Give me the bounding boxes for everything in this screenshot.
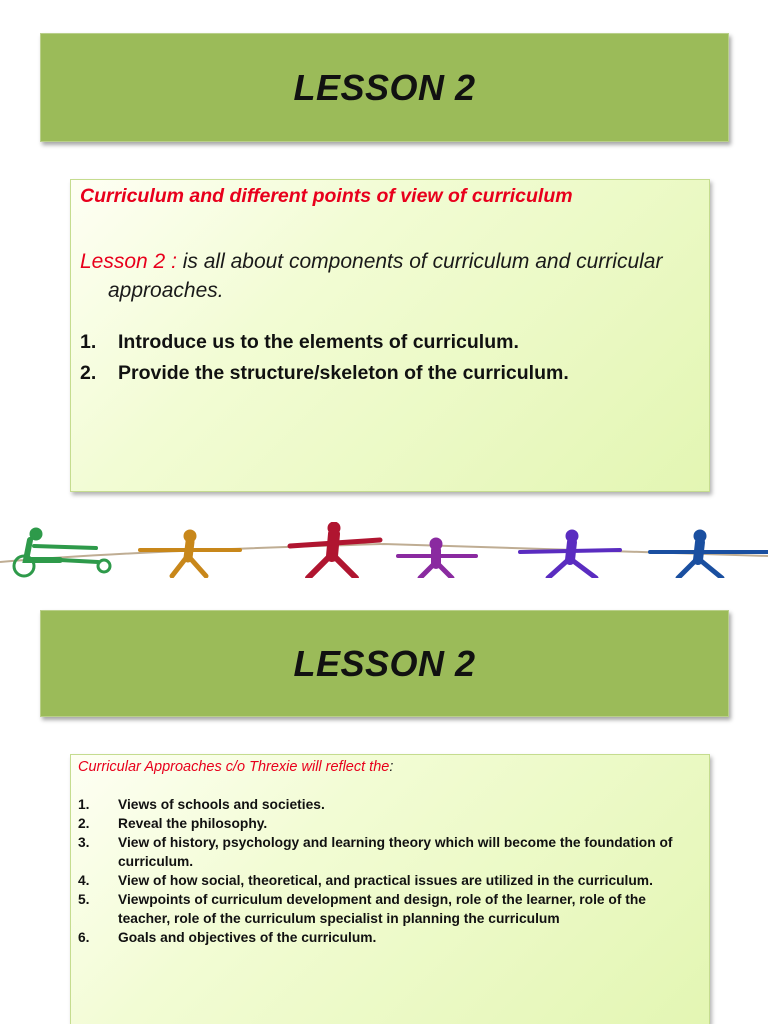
slide1-lesson-paragraph (80, 247, 699, 305)
figure-blue (650, 530, 768, 578)
list-item-number: 1. (78, 797, 90, 812)
list-item-text: Provide the structure/skeleton of the curriculum. (118, 362, 569, 384)
list-item-text: View of history, psychology and learning theory which will become the foundation of curriculum. (118, 835, 673, 869)
figure-red (290, 522, 380, 578)
list-item-number: 2. (80, 362, 97, 384)
slide2-title: LESSON 2 (293, 642, 476, 684)
list-item (78, 928, 699, 947)
slide1-lesson-label: Lesson 2 : (80, 250, 177, 273)
list-item-number: 1. (80, 331, 97, 353)
list-item-text: Viewpoints of curriculum development and design, role of the learner, role of the teacher, role of the curriculum specialist in planning the curriculum (118, 892, 646, 926)
slide1-lesson-desc: is all about components of curriculum and curricular approaches. (108, 250, 663, 302)
slide2-title-banner (40, 610, 729, 717)
list-item (80, 327, 699, 358)
list-item-text: Reveal the philosophy. (118, 816, 268, 831)
list-item-text: Views of schools and societies. (118, 797, 325, 812)
slide2-heading (78, 757, 699, 777)
slide2-heading-text: Curricular Approaches c/o Threxie will reflect the (78, 759, 390, 775)
list-item (78, 871, 699, 890)
slide2-list (78, 795, 699, 947)
list-item (78, 890, 699, 928)
slide1-list (80, 327, 699, 389)
slide1-title-banner (40, 33, 729, 142)
figure-violet (520, 530, 620, 578)
list-item (78, 833, 699, 871)
list-item-text: View of how social, theoretical, and practical issues are utilized in the curriculum. (118, 873, 653, 888)
slide1-content-box (70, 179, 710, 492)
slide1-heading: Curriculum and different points of view of curriculum (80, 185, 573, 207)
slide2-heading-colon: : (389, 759, 394, 775)
list-item-number: 5. (78, 892, 90, 907)
list-item-text: Introduce us to the elements of curriculum. (118, 331, 519, 353)
list-item-text: Goals and objectives of the curriculum. (118, 930, 377, 945)
people-holding-hands-icon (0, 522, 768, 578)
slide2-content-box (70, 754, 710, 1024)
list-item (78, 814, 699, 833)
list-item (78, 795, 699, 814)
list-item-number: 3. (78, 835, 90, 850)
list-item-number: 2. (78, 816, 90, 831)
figure-green (14, 528, 110, 576)
list-item (80, 358, 699, 389)
list-item-number: 4. (78, 873, 90, 888)
list-item-number: 6. (78, 930, 90, 945)
slide1-title: LESSON 2 (293, 66, 476, 108)
